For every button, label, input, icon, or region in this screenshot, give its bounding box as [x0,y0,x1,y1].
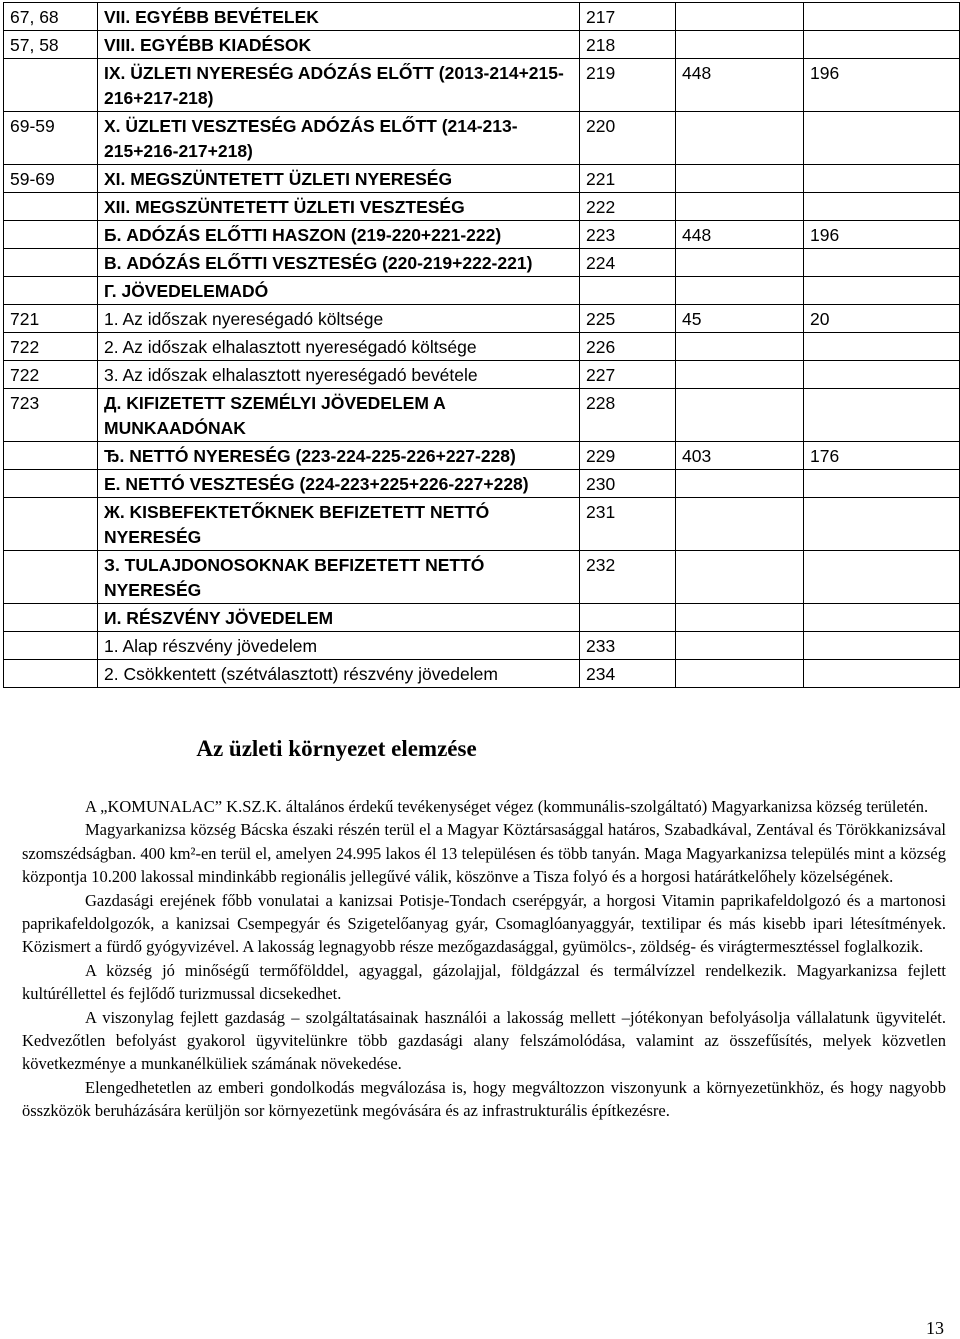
aop-code-cell: 229 [580,442,676,470]
table-body [4,3,960,688]
aop-code-cell: 219 [580,59,676,112]
table-row [4,3,960,31]
current-year-cell: 448 [676,59,804,112]
aop-code-cell: 223 [580,221,676,249]
body-text [22,795,946,1123]
current-year-cell [676,193,804,221]
current-year-cell [676,112,804,165]
current-year-cell [676,498,804,551]
current-year-cell [676,249,804,277]
table-row [4,165,960,193]
section-title: Az üzleti környezet elemzése [196,736,477,761]
paragraph: Gazdasági erejének főbb vonulatai a kanizsai Potisje-Tondach cserépgyár, a horgosi Vitamin paprikafeldolgozó és a martonosi paprikafeldolgozók, a kanizsai Csempegyár és Szigetelőanyag gyár, Csomaglóanyaggyár, textilipar és más kisebb ipari létesítmények. Közismert a fürdő gyógyvizével. A lakosság legnagyobb része mezőgazdasággal, gyümölcs-, zöldség- és virágtermesztéssel foglalkozik. [22,890,946,957]
income-statement-table [3,2,960,688]
previous-year-cell: 176 [804,442,960,470]
paragraph: A község jó minőségű termőfölddel, agyaggal, gázolajjal, földgázzal és termálvízzel rendelkezik. Magyarkanizsa fejlett kultúréllettel és fejlődő turizmussal dicsekedhet. [22,960,946,1004]
position-label-cell: В. ADÓZÁS ELŐTTI VESZTESÉG (220-219+222-221) [98,249,580,277]
table-row [4,551,960,604]
previous-year-cell [804,632,960,660]
account-code-cell: 59-69 [4,165,98,193]
table-row [4,632,960,660]
position-label-cell: Е. NETTÓ VESZTESÉG (224-223+225+226-227+228) [98,470,580,498]
position-label-cell: XI. MEGSZÜNTETETT ÜZLETI NYERESÉG [98,165,580,193]
previous-year-cell [804,165,960,193]
table-row [4,389,960,442]
previous-year-cell [804,660,960,688]
account-code-cell: 722 [4,333,98,361]
position-label-cell: 1. Az időszak nyereségadó költsége [98,305,580,333]
previous-year-cell [804,470,960,498]
account-code-cell [4,221,98,249]
current-year-cell [676,31,804,59]
aop-code-cell: 225 [580,305,676,333]
aop-code-cell: 231 [580,498,676,551]
account-code-cell [4,249,98,277]
position-label-cell: 1. Alap részvény jövedelem [98,632,580,660]
account-code-cell: 721 [4,305,98,333]
previous-year-cell [804,551,960,604]
current-year-cell [676,604,804,632]
table-row [4,604,960,632]
position-label-cell: IX. ÜZLETI NYERESÉG ADÓZÁS ELŐTT (2013-214+215-216+217-218) [98,59,580,112]
account-code-cell: 722 [4,361,98,389]
account-code-cell [4,470,98,498]
position-label-cell: 3. Az időszak elhalasztott nyereségadó bevétele [98,361,580,389]
table-row [4,31,960,59]
paragraph: Elengedhetetlen az emberi gondolkodás megválozása is, hogy megváltozzon viszonyunk a környezetünkhöz, és hogy nagyobb összközök beruházására kerüljön sor környezetünk megóvására és az infrastrukturális építkezésre. [22,1077,946,1121]
current-year-cell [676,551,804,604]
aop-code-cell: 222 [580,193,676,221]
aop-code-cell: 228 [580,389,676,442]
current-year-cell [676,165,804,193]
previous-year-cell [804,193,960,221]
account-code-cell: 723 [4,389,98,442]
table-row [4,305,960,333]
aop-code-cell: 232 [580,551,676,604]
table-row [4,193,960,221]
previous-year-cell [804,361,960,389]
aop-code-cell: 220 [580,112,676,165]
previous-year-cell: 196 [804,59,960,112]
table-row [4,59,960,112]
position-label-cell: Б. ADÓZÁS ELŐTTI HASZON (219-220+221-222) [98,221,580,249]
position-label-cell: Ђ. NETTÓ NYERESÉG (223-224-225-226+227-228) [98,442,580,470]
previous-year-cell: 196 [804,221,960,249]
current-year-cell: 45 [676,305,804,333]
previous-year-cell [804,31,960,59]
paragraph: Magyarkanizsa község Bácska északi részén terül el a Magyar Köztársasággal határos, Szabadkával, Zentával és Törökkanizsával szomszédságban. 400 km²-en terül el, amelyen 24.995 lakos él 13 településen és több tanyán. Maga Magyarkanizsa település mint a község központja 10.200 lakossal mindinkább regionális jellegűvé válik, köszönve a Tisza folyó és a horgosi határátkelőhely közelségének. [22,820,946,887]
previous-year-cell [804,249,960,277]
aop-code-cell [580,277,676,305]
current-year-cell [676,333,804,361]
account-code-cell: 67, 68 [4,3,98,31]
position-label-cell: XII. MEGSZÜNTETETT ÜZLETI VESZTESÉG [98,193,580,221]
aop-code-cell: 218 [580,31,676,59]
table-row [4,442,960,470]
current-year-cell [676,632,804,660]
previous-year-cell [804,277,960,305]
account-code-cell [4,277,98,305]
paragraph: A viszonylag fejlett gazdaság – szolgáltatásainak használói a lakosság mellett –jótékonyan befolyásolja vállalatunk ügyvitelét. Kedvezőtlen befolyást gyakorol ügyvitelünkre több gazdasági alany felszámolódása, valamint az összefűsítés, melyek közvetlen következménye a munkanélküliek számának növekedése. [22,1007,946,1074]
previous-year-cell [804,389,960,442]
current-year-cell [676,470,804,498]
aop-code-cell: 233 [580,632,676,660]
previous-year-cell [804,498,960,551]
account-code-cell [4,442,98,470]
table-row [4,221,960,249]
account-code-cell: 69-59 [4,112,98,165]
position-label-cell: Г. JÖVEDELEMADÓ [98,277,580,305]
table-row [4,470,960,498]
table-row [4,277,960,305]
position-label-cell: 2. Csökkentett (szétválasztott) részvény jövedelem [98,660,580,688]
paragraph: A „KOMUNALAC” K.SZ.K. általános érdekű tevékenységet végez (kommunális-szolgáltató) Magyarkanizsa község területén. [85,797,929,816]
account-code-cell [4,604,98,632]
table-row [4,498,960,551]
current-year-cell [676,660,804,688]
table-row [4,112,960,165]
account-code-cell: 57, 58 [4,31,98,59]
current-year-cell: 403 [676,442,804,470]
previous-year-cell [804,3,960,31]
position-label-cell: VII. EGYÉBB BEVÉTELEK [98,3,580,31]
table-row [4,333,960,361]
position-label-cell: 2. Az időszak elhalasztott nyereségadó költsége [98,333,580,361]
aop-code-cell: 217 [580,3,676,31]
account-code-cell [4,632,98,660]
table-row [4,249,960,277]
account-code-cell [4,193,98,221]
position-label-cell: X. ÜZLETI VESZTESÉG ADÓZÁS ELŐTT (214-213-215+216-217+218) [98,112,580,165]
current-year-cell [676,389,804,442]
previous-year-cell [804,112,960,165]
position-label-cell: И. RÉSZVÉNY JÖVEDELEM [98,604,580,632]
current-year-cell: 448 [676,221,804,249]
table-row [4,660,960,688]
aop-code-cell: 234 [580,660,676,688]
aop-code-cell: 227 [580,361,676,389]
previous-year-cell: 20 [804,305,960,333]
position-label-cell: VIII. EGYÉBB KIADÉSOK [98,31,580,59]
account-code-cell [4,498,98,551]
aop-code-cell: 224 [580,249,676,277]
previous-year-cell [804,333,960,361]
account-code-cell [4,59,98,112]
aop-code-cell [580,604,676,632]
account-code-cell [4,660,98,688]
aop-code-cell: 221 [580,165,676,193]
current-year-cell [676,3,804,31]
position-label-cell: Ж. KISBEFEKTETŐKNEK BEFIZETETT NETTÓ NYERESÉG [98,498,580,551]
aop-code-cell: 226 [580,333,676,361]
current-year-cell [676,277,804,305]
page-number: 13 [926,1318,944,1338]
aop-code-cell: 230 [580,470,676,498]
position-label-cell: Д. KIFIZETETT SZEMÉLYI JÖVEDELEM A MUNKAADÓNAK [98,389,580,442]
table-row [4,361,960,389]
account-code-cell [4,551,98,604]
current-year-cell [676,361,804,389]
previous-year-cell [804,604,960,632]
position-label-cell: З. TULAJDONOSOKNAK BEFIZETETT NETTÓ NYERESÉG [98,551,580,604]
